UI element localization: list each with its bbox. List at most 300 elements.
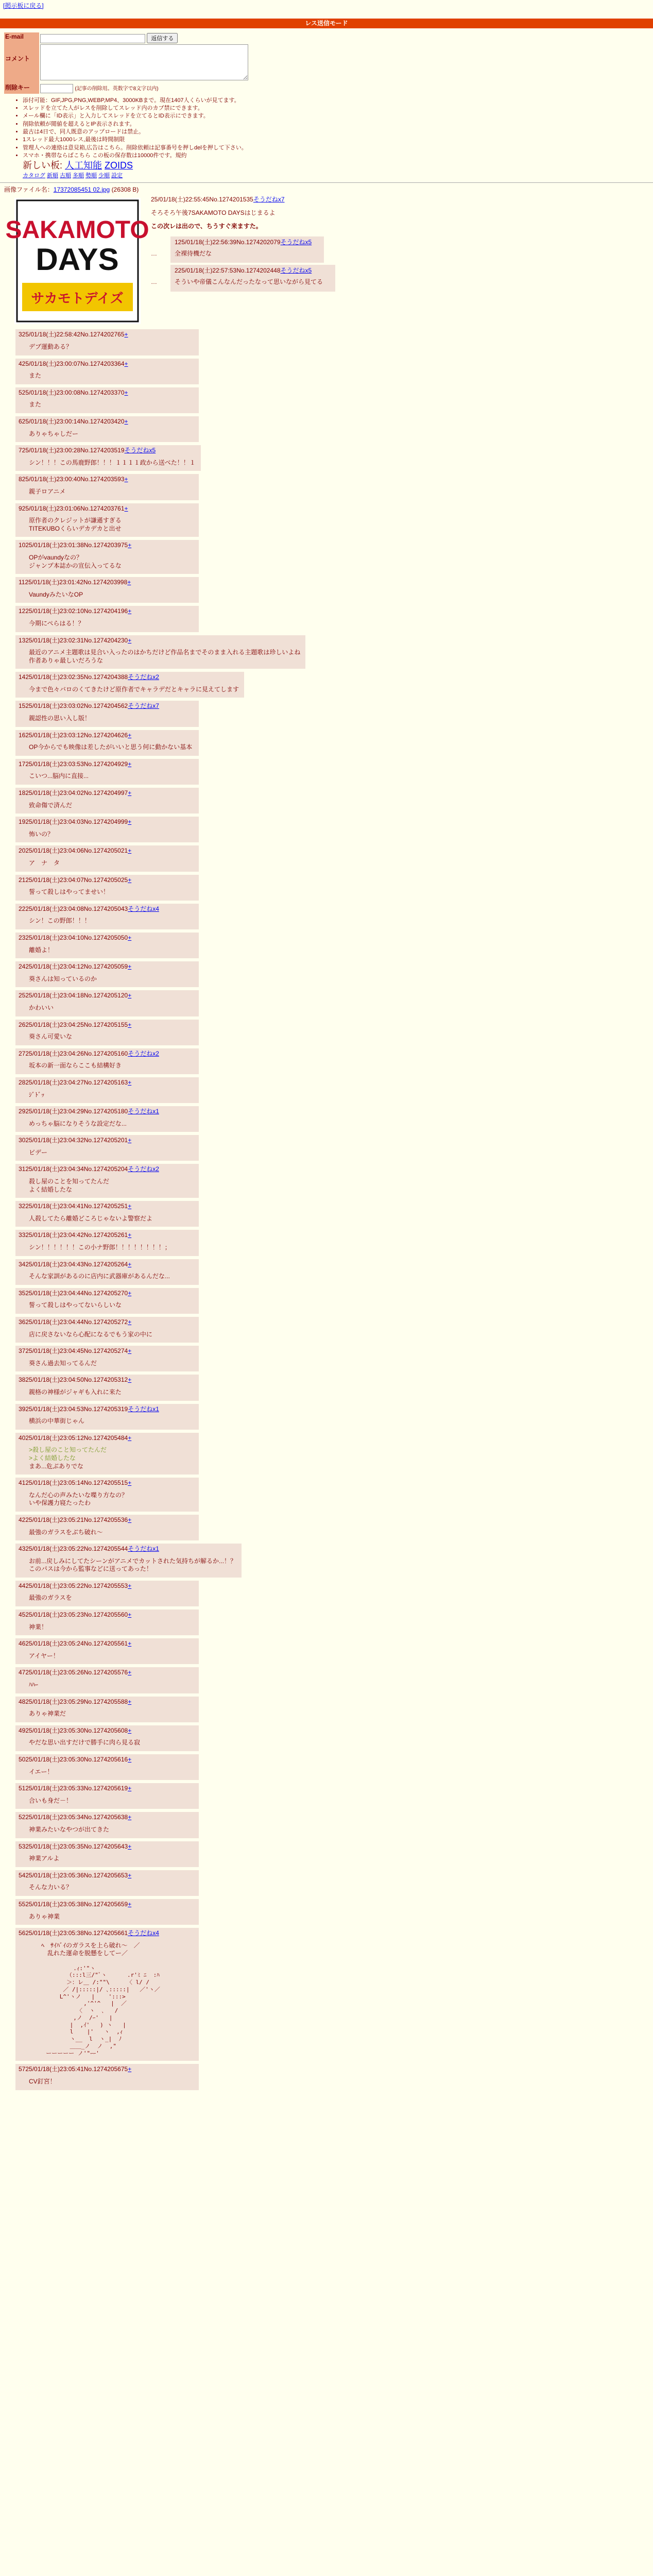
op-sodane-button[interactable]: そうだねx7 <box>253 196 285 204</box>
sodane-button[interactable]: + <box>127 579 131 586</box>
reply-mode-banner: レス送信モード <box>0 19 653 29</box>
reply-line: OP今からでも映像は差したがいいと思う何に動かない基本 <box>29 743 193 751</box>
reply-post <box>15 416 199 442</box>
sodane-button[interactable]: + <box>128 1376 132 1384</box>
reply-meta <box>19 1582 194 1590</box>
sodane-button[interactable]: + <box>128 1785 132 1792</box>
reply-post <box>15 1375 199 1400</box>
reply-meta-text: 125/01/18(土)22:56:39No.1274202079 <box>175 239 281 246</box>
reply-body <box>29 1492 194 1507</box>
reply-line: 作者ありゃ最しいだろうな <box>29 656 104 664</box>
sodane-button[interactable]: そうだねx1 <box>128 1108 159 1115</box>
sodane-button[interactable]: + <box>128 541 132 549</box>
reply-meta-text: 725/01/18(土)23:00:28No.1274203519 <box>19 447 125 454</box>
reply-meta <box>19 1516 194 1524</box>
sodane-button[interactable]: + <box>128 934 132 941</box>
comment-label: コメント <box>4 44 39 83</box>
reply-post <box>15 1544 242 1578</box>
reply-post <box>15 540 199 574</box>
reply-post <box>15 817 199 842</box>
reply-meta-text: 1925/01/18(土)23:04:03No.1274204999 <box>19 818 128 826</box>
sodane-button[interactable]: + <box>128 636 132 644</box>
sodane-button[interactable]: そうだねx2 <box>128 1049 159 1057</box>
reply-meta-text: 3925/01/18(土)23:04:53No.1274205319 <box>19 1405 128 1413</box>
reply-row <box>4 2063 653 2092</box>
reply-line: シン！！！！！！この小ナ野郎！！！！！！！！； <box>29 1244 171 1251</box>
sodane-button[interactable]: そうだねx7 <box>128 702 159 710</box>
reply-meta <box>19 1376 194 1384</box>
reply-meta <box>19 1929 194 1938</box>
reply-form <box>4 32 653 94</box>
reply-meta <box>19 476 194 484</box>
reply-meta <box>19 1318 194 1327</box>
sodane-button[interactable]: + <box>128 1900 132 1908</box>
sodane-button[interactable]: + <box>128 1231 132 1239</box>
reply-meta-text: 3625/01/18(土)23:04:44No.1274205272 <box>19 1318 128 1326</box>
reply-post <box>15 1048 199 1074</box>
sodane-button[interactable]: そうだねx4 <box>128 905 159 912</box>
sodane-button[interactable]: + <box>128 789 132 797</box>
reply-line: 合いも身だ－！ <box>29 1797 73 1804</box>
sodane-button[interactable]: + <box>128 1137 132 1144</box>
reply-line: お前...戻しみにしてたシーンがアニメでカットされた気持ちが解るか...！？ <box>29 1557 237 1565</box>
catalog-link[interactable]: カタログ <box>23 172 45 179</box>
reply-row <box>4 1840 653 1869</box>
reply-body <box>29 1681 194 1689</box>
op-reply <box>170 265 335 291</box>
reply-meta-text: 1125/01/18(土)23:01:42No.1274203998 <box>19 579 128 586</box>
reply-line: こいつ...脳内に直接... <box>29 772 89 780</box>
comment-textarea[interactable] <box>40 44 248 80</box>
reply-row <box>4 1869 653 1898</box>
reply-post <box>15 990 199 1016</box>
sodane-button[interactable]: + <box>128 1078 132 1086</box>
sodane-button[interactable]: + <box>128 1260 132 1268</box>
reply-meta <box>19 1347 194 1355</box>
catalog-link[interactable]: 新順 <box>47 172 58 179</box>
rule-item: • スレッドを立てた人がレスを削除してスレッド内のカブ禁にできます。 <box>23 105 653 112</box>
reply-line: ありゃ神業 <box>29 1912 60 1920</box>
reply-post <box>15 1346 199 1371</box>
reply-row <box>4 576 653 605</box>
catalog-link[interactable]: 少順 <box>98 172 110 179</box>
reply-row <box>4 1403 653 1432</box>
rule-item: • 添付可能：GIF,JPG,PNG,WEBP,MP4、3000KBまで。現在1407人くらいが見てます。 <box>23 97 653 104</box>
reply-post <box>15 788 199 814</box>
reply-line: 店に戻さないなら心配になるでもう家の中に <box>29 1330 152 1338</box>
reply-row <box>4 989 653 1018</box>
reply-meta-text: 2825/01/18(土)23:04:27No.1274205163 <box>19 1078 128 1086</box>
reply-line: いや保護力寝たったわ <box>29 1499 91 1507</box>
reply-body <box>29 1913 194 1921</box>
sodane-button[interactable]: + <box>128 1640 132 1648</box>
sodane-button[interactable]: + <box>128 1021 132 1028</box>
reply-row <box>4 1374 653 1402</box>
reply-body <box>29 1797 194 1805</box>
op-comment-line: そろそろ午後7SAKAMOTO DAYSはじまるよ <box>151 209 276 217</box>
reply-line: 坂本の新一面ならここも結構好き <box>29 1062 122 1070</box>
reply-meta <box>19 963 194 971</box>
sodane-button[interactable]: + <box>128 1756 132 1763</box>
reply-body <box>29 686 239 694</box>
reply-row <box>4 1927 653 2063</box>
reply-meta-text: 3825/01/18(土)23:04:50No.1274205312 <box>19 1376 128 1384</box>
reply-body <box>29 1215 194 1223</box>
sodane-button[interactable]: + <box>128 1871 132 1879</box>
sodane-button[interactable]: + <box>128 760 132 768</box>
reply-row <box>4 1105 653 1134</box>
reply-line: 誓って殺しはやってないらしいな <box>29 1301 122 1309</box>
reply-body <box>29 1557 236 1573</box>
reply-meta <box>19 2065 194 2074</box>
reply-body <box>29 1388 194 1397</box>
sodane-button[interactable]: + <box>124 476 128 483</box>
reply-list <box>4 328 653 2092</box>
reply-post <box>15 1433 199 1475</box>
reply-meta <box>175 239 312 247</box>
catalog-links <box>23 172 653 179</box>
reply-body <box>29 859 194 868</box>
reply-meta-text: 3725/01/18(土)23:04:45No.1274205274 <box>19 1347 128 1355</box>
reply-post <box>15 387 199 413</box>
reply-post <box>15 1077 199 1103</box>
reply-line: 葵さんは知っているのか <box>29 975 97 982</box>
reply-meta <box>19 905 194 913</box>
reply-post <box>15 1667 199 1693</box>
sodane-button[interactable]: + <box>128 876 132 884</box>
file-size: (26308 B) <box>111 185 139 193</box>
reply-line: ありゃ神業だ <box>29 1710 66 1718</box>
reply-post <box>15 961 199 987</box>
reply-body <box>29 1273 194 1281</box>
catalog-link[interactable]: 設定 <box>111 172 123 179</box>
sodane-button[interactable]: + <box>128 2065 132 2073</box>
delkey-label: 削除キー <box>4 83 39 94</box>
reply-meta-text: 625/01/18(土)23:00:14No.1274203420 <box>19 418 125 425</box>
sodane-button[interactable]: + <box>128 1726 132 1734</box>
sodane-button[interactable]: + <box>128 1842 132 1850</box>
file-label: 画像ファイル名： <box>4 185 54 193</box>
reply-meta-text: 5125/01/18(土)23:05:33No.1274205619 <box>19 1785 128 1792</box>
reply-meta-text: 5225/01/18(土)23:05:34No.1274205638 <box>19 1814 128 1821</box>
sodane-button[interactable]: + <box>124 360 128 367</box>
reply-meta-text: 2725/01/18(土)23:04:26No.1274205160 <box>19 1049 128 1057</box>
sodane-button[interactable]: そうだねx5 <box>124 447 156 454</box>
reply-meta-text: 2225/01/18(土)23:04:08No.1274205043 <box>19 905 128 912</box>
reply-line: ﾍ ｻｲﾊﾞｲのガラスを上ら破れ～ ／ <box>29 1941 140 1949</box>
reply-body <box>29 1331 194 1339</box>
reply-row <box>4 605 653 634</box>
reply-meta <box>19 607 194 616</box>
reply-row <box>4 671 653 700</box>
sodane-button[interactable]: + <box>128 1611 132 1619</box>
reply-line: 誓って殺しはやってませい！ <box>29 888 110 896</box>
reply-row <box>4 444 653 473</box>
reply-row <box>4 415 653 444</box>
reply-dash: … <box>151 278 157 285</box>
reply-row <box>4 358 653 386</box>
reply-row <box>4 386 653 415</box>
reply-row <box>4 1696 653 1724</box>
reply-line: シン！！！この馬鹿野郎！！！１１１１政から送べた！！１ <box>29 459 196 466</box>
reply-meta <box>19 702 194 710</box>
reply-meta <box>19 360 194 368</box>
reply-line: 殺し屋のことを知ってたんだ <box>29 1178 110 1185</box>
reply-meta <box>19 1843 194 1851</box>
reply-meta <box>19 760 194 769</box>
catalog-link[interactable]: 古順 <box>60 172 71 179</box>
reply-line: やだな思い出すだけで勝手に肉ら見る寂 <box>29 1739 141 1747</box>
logo-bottom-text: DAYS <box>36 242 119 277</box>
reply-body <box>29 649 300 665</box>
reply-meta-text: 3525/01/18(土)23:04:44No.1274205270 <box>19 1289 128 1297</box>
reply-meta-text: 825/01/18(土)23:00:40No.1274203593 <box>19 476 125 483</box>
divider <box>0 182 653 183</box>
reply-line: 葵さん可愛いな <box>29 1033 73 1041</box>
reply-post <box>15 845 199 871</box>
reply-meta <box>19 1479 194 1487</box>
sodane-button[interactable]: + <box>128 1582 132 1589</box>
reply-body <box>29 1091 194 1099</box>
sodane-button[interactable]: + <box>128 963 132 971</box>
sodane-button[interactable]: + <box>128 731 132 739</box>
top-nav <box>0 0 653 11</box>
op-file-link[interactable]: 17372085451 02.jpg <box>53 185 110 193</box>
reply-body <box>29 517 194 533</box>
reply-body <box>29 1826 194 1834</box>
reply-row <box>4 844 653 873</box>
reply-meta-text: 3025/01/18(土)23:04:32No.1274205201 <box>19 1137 128 1144</box>
sodane-button[interactable]: + <box>128 1347 132 1355</box>
reply-body <box>29 343 194 351</box>
reply-line: 神業みたいなやつが出てきた <box>29 1825 110 1833</box>
catalog-link[interactable]: 多順 <box>73 172 84 179</box>
reply-line: TITEKUBOくらいデカデカと出せ <box>29 524 122 532</box>
sodane-button[interactable]: + <box>128 1669 132 1676</box>
sodane-button[interactable]: そうだねx1 <box>128 1545 159 1553</box>
reply-meta-text: 1025/01/18(土)23:01:38No.1274203975 <box>19 541 128 549</box>
reply-line: ジャンプ本誌かの宣伝入ってるな <box>29 562 122 569</box>
reply-meta <box>19 1727 194 1735</box>
reply-meta <box>19 1165 194 1174</box>
reply-body <box>29 2078 194 2086</box>
reply-meta-text: 2525/01/18(土)23:04:18No.1274205120 <box>19 992 128 999</box>
sodane-button[interactable]: + <box>124 418 128 425</box>
sodane-button[interactable]: + <box>128 1479 132 1487</box>
reply-body <box>29 743 194 752</box>
reply-post <box>15 2064 199 2090</box>
reply-row <box>4 1580 653 1608</box>
reply-body <box>29 1417 194 1426</box>
reply-meta <box>19 1079 194 1087</box>
reply-line: ア ナ タ <box>29 859 60 867</box>
reply-row <box>4 816 653 844</box>
sodane-button[interactable]: + <box>128 1434 132 1442</box>
reply-line: このパスは今から監事などに送ってあった！ <box>29 1565 152 1573</box>
reply-line: 原作者のクレジットが謙遜すぎる <box>29 517 122 524</box>
reply-line: 親格の神様がジャギも入れに来た <box>29 1388 122 1396</box>
reply-line: よく結婚したな <box>29 1185 73 1193</box>
email-label: E-mail <box>4 32 39 44</box>
reply-meta <box>19 447 196 455</box>
reply-meta <box>19 1137 194 1145</box>
sodane-button[interactable]: + <box>128 1202 132 1210</box>
sodane-button[interactable]: + <box>128 847 132 855</box>
reply-line: 神業アルよ <box>29 1855 60 1862</box>
reply-post <box>15 1317 199 1343</box>
back-to-board-link[interactable]: [掲示板に戻る] <box>3 2 44 9</box>
reply-meta-text: 1725/01/18(土)23:03:53No.1274204929 <box>19 760 128 768</box>
reply-meta-text: 4025/01/18(土)23:05:12No.1274205484 <box>19 1434 128 1442</box>
reply-meta <box>19 847 194 855</box>
reply-line: 横浜の中華街じゃん <box>29 1417 85 1425</box>
reply-meta-text: 4125/01/18(土)23:05:14No.1274205515 <box>19 1479 128 1487</box>
reply-post <box>15 359 199 384</box>
reply-meta <box>19 637 300 645</box>
sodane-button[interactable]: + <box>124 504 128 512</box>
sodane-button[interactable]: そうだねx4 <box>128 1929 159 1937</box>
rule-item: • 最古は4日で、同人既意のアップロードは禁止。 <box>23 128 653 135</box>
reply-row <box>4 1134 653 1163</box>
sodane-button[interactable]: + <box>128 1289 132 1297</box>
reply-meta <box>19 876 194 885</box>
reply-row <box>4 1608 653 1637</box>
reply-body <box>29 1739 194 1747</box>
reply-meta-text: 3425/01/18(土)23:04:43No.1274205264 <box>19 1260 128 1268</box>
reply-line: OPがvaundyなの？ <box>29 553 83 561</box>
reply-body <box>29 620 194 628</box>
reply-post <box>15 1754 199 1780</box>
reply-meta <box>19 789 194 798</box>
reply-row <box>4 473 653 502</box>
reply-meta-text: 5725/01/18(土)23:05:41No.1274205675 <box>19 2065 128 2073</box>
reply-line: ｼﾞﾄﾞｯ <box>29 1091 45 1098</box>
reply-row <box>4 1163 653 1200</box>
reply-row <box>4 1316 653 1345</box>
email-field[interactable] <box>40 34 145 43</box>
reply-meta-text: 4325/01/18(土)23:05:22No.1274205544 <box>19 1545 128 1553</box>
op-thumbnail[interactable] <box>5 198 149 324</box>
sodane-button[interactable]: + <box>128 818 132 826</box>
reply-line: また <box>29 372 42 380</box>
new-board-link-zoids[interactable]: ZOIDS <box>105 160 133 171</box>
reply-post <box>15 445 201 471</box>
sodane-button[interactable]: + <box>128 992 132 999</box>
new-boards <box>23 160 653 172</box>
reply-line: まあ...危ぶありでな <box>29 1462 84 1470</box>
sodane-button[interactable]: そうだねx5 <box>280 267 312 275</box>
new-board-link-ai[interactable]: 人工知能 <box>65 160 102 171</box>
reply-post <box>15 875 199 901</box>
reply-line: なんだ心の声みたいな喋り方なの？ <box>29 1491 128 1499</box>
reply-meta <box>19 1290 194 1298</box>
reply-text: そういや帝儀こんなんだったなって思いながら見てる <box>175 278 323 285</box>
delete-key-input[interactable] <box>40 84 73 93</box>
reply-post <box>15 1288 199 1314</box>
sodane-button[interactable]: + <box>128 1516 132 1523</box>
reply-meta-text: 325/01/18(土)22:58:42No.1274202765 <box>19 331 125 338</box>
reply-post <box>15 1478 199 1512</box>
reply-meta <box>19 505 194 513</box>
sodane-button[interactable]: そうだねx2 <box>128 673 159 681</box>
reply-row <box>4 729 653 758</box>
reply-meta <box>19 992 194 1000</box>
reply-line: ありゃちゃしだー <box>29 430 79 437</box>
reply-meta-text: 2625/01/18(土)23:04:25No.1274205155 <box>19 1021 128 1028</box>
reply-meta <box>19 673 239 682</box>
reply-line: 今期にぺらはる！？ <box>29 619 84 627</box>
reply-row <box>4 634 653 671</box>
reply-body <box>29 1884 194 1892</box>
sodane-button[interactable]: そうだねx1 <box>128 1405 159 1413</box>
sodane-button[interactable]: + <box>128 1698 132 1705</box>
reply-row <box>4 502 653 539</box>
ascii-art: .ｨ:'"ヽ （:::l三/"ﾞヽ .r'ﾐ ﾆ :ﾊ ＞：レ＿ /:""\ 〈 l/ / ／ /|:::::|/ ､:::::| ／'ヽ／ L^'ヽノ | ':::> ,'^'^ | ／ 〈 ヽ ､ / ,ノ /ｰ' | | ,ｲ' ) ヽ | l |' ヽ ,ｨ ヽ__ l ヽ_| ﾉ ＿＿_ノ ノ ," ーーーーー ノ'"ｰｰ' <box>46 1964 160 2057</box>
reply-meta-text: 1525/01/18(土)23:03:02No.1274204562 <box>19 702 128 710</box>
reply-body <box>29 1855 194 1863</box>
reply-line: 葵さん過去知ってるんだ <box>29 1359 97 1367</box>
reply-body <box>29 401 194 409</box>
catalog-link[interactable]: 勢順 <box>85 172 97 179</box>
reply-line: ﾊﾊｰ <box>29 1681 39 1689</box>
reply-body <box>29 1652 194 1660</box>
sodane-button[interactable]: + <box>128 1318 132 1326</box>
reply-row <box>4 1514 653 1543</box>
sodane-button[interactable]: + <box>124 331 128 338</box>
reply-meta-text: 1825/01/18(土)23:04:02No.1274204997 <box>19 789 128 797</box>
sodane-button[interactable]: そうだねx2 <box>128 1165 159 1173</box>
reply-line: また <box>29 401 42 409</box>
reply-body <box>29 888 194 896</box>
sodane-button[interactable]: + <box>124 388 128 396</box>
rule-item: • 1スレッド最大1000レス,最後は時間制限 <box>23 136 653 143</box>
reply-body <box>29 1062 194 1070</box>
reply-text: 全裸待機だな <box>175 249 212 257</box>
reply-body <box>29 1360 194 1368</box>
reply-meta <box>19 1872 194 1880</box>
delkey-note: (記事の削除用。英数字で8文字以内) <box>75 86 159 92</box>
reply-row <box>4 903 653 931</box>
reply-post <box>15 1020 199 1045</box>
sodane-button[interactable]: そうだねx5 <box>280 239 312 246</box>
sodane-button[interactable]: + <box>128 607 132 615</box>
reply-body <box>29 1244 194 1252</box>
new-boards-label: 新しい板: <box>23 160 63 171</box>
op-file-info <box>4 186 653 194</box>
reply-body <box>29 831 194 839</box>
reply-line: 最強のガラスをぶち破れ～ <box>29 1528 103 1536</box>
reply-body <box>29 715 194 723</box>
reply-post <box>15 1259 199 1285</box>
reply-row <box>4 1543 653 1580</box>
reply-row <box>4 1076 653 1105</box>
reply-line: 離婚よ！ <box>29 946 54 954</box>
reply-body <box>29 591 194 599</box>
reply-line: 怖いの？ <box>29 830 54 838</box>
reply-meta <box>19 1698 194 1706</box>
reply-meta-text: 1225/01/18(土)23:02:10No.1274204196 <box>19 607 128 615</box>
reply-line: そんな力いる？ <box>29 1884 73 1891</box>
reply-line: シン！この野郎！！！ <box>29 917 91 925</box>
reply-line: イエー！ <box>29 1768 54 1775</box>
submit-reply-button[interactable]: 返信する <box>147 33 178 43</box>
quote-line: >殺し屋のこと知ってたんだ <box>29 1446 107 1454</box>
sodane-button[interactable]: + <box>128 1814 132 1821</box>
reply-post <box>15 1135 199 1161</box>
reply-meta <box>19 1756 194 1764</box>
reply-post <box>15 1697 199 1722</box>
reply-row <box>4 758 653 787</box>
